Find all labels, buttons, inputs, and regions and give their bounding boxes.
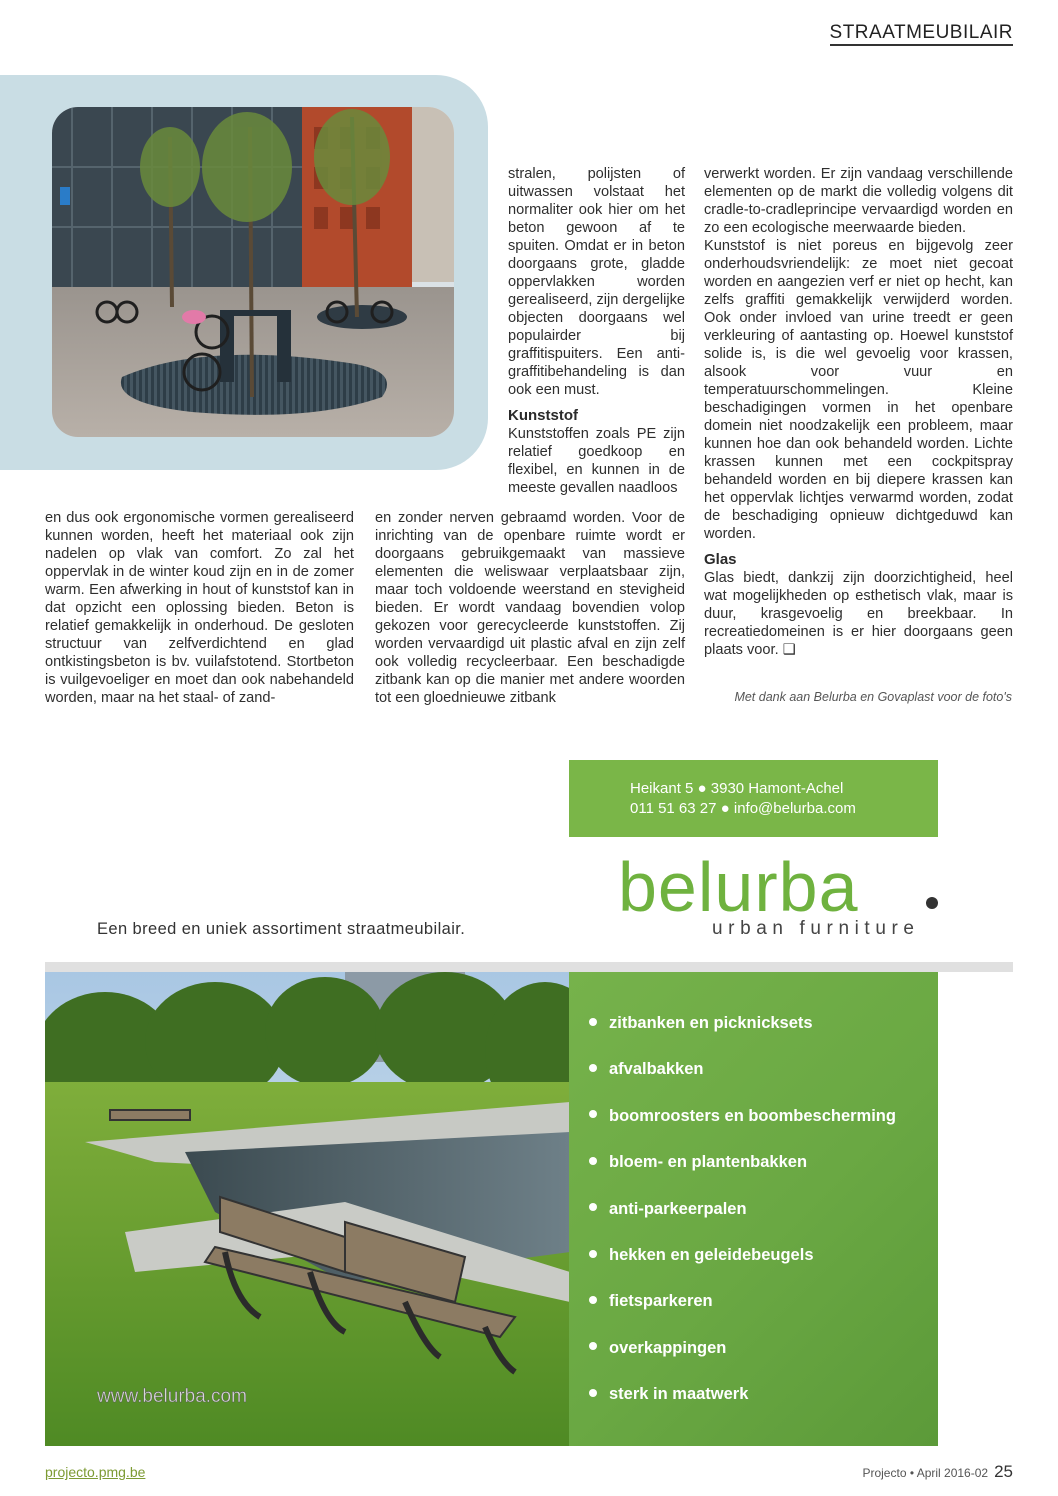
product-list-item — [589, 1144, 896, 1190]
bullet-icon — [589, 1157, 597, 1165]
product-list-item — [589, 1051, 896, 1097]
article-paragraph: verwerkt worden. Er zijn vandaag verschillende elementen op de markt die volledig volgens dit cradle-to-cradleprincipe vervaardigd worden en zo een ecologische meerwaarde bieden. — [704, 166, 1013, 236]
article-column-3 — [704, 165, 1013, 659]
product-list-item — [589, 1283, 896, 1329]
subheading-kunststof: Kunststof — [508, 407, 578, 424]
product-list-label: anti-parkeerpalen — [609, 1199, 747, 1218]
logo-dot — [926, 897, 938, 909]
article-paragraph: stralen, polijsten of uitwassen volstaat het normaliter ook hier om het beton gewoon af te spuiten. Omdat er in beton doorgaans grote, gladde oppervlakken worden gerealiseerd, zijn dergelijke objecten doorgaans wel populairder bij graffitispuiters. Een anti-graffitibehandeling is dan ook een must. — [508, 166, 685, 398]
bullet-icon — [589, 1203, 597, 1211]
article-paragraph: Kunststoffen zoals PE zijn relatief goedkoop en flexibel, en kunnen in de meeste gevallen naadloos — [508, 426, 685, 496]
bullet-icon — [589, 1342, 597, 1350]
bullet-icon — [589, 1250, 597, 1258]
product-list-item — [589, 1330, 896, 1376]
ad-phone-email: 011 51 63 27 ● info@belurba.com — [630, 800, 856, 817]
article-paragraph: en dus ook ergonomische vormen gerealiseerd kunnen worden, heeft het materiaal ook zijn nadelen op vlak van comfort. Zo zal het oppervlak in de winter koud zijn en in de zomer warm. Een afwerking in hout of kunststof kan in dat opzicht een oplossing bieden. Beton is relatief gemakkelijk in onderhoud. De gesloten structuur van zelfverdichtend en glad ontkistingsbeton is bv. vuilafstotend. Stortbeton is vuilgevoeliger en moet dan ook nabehandeld worden, maar na het staal- of zand- — [45, 510, 354, 706]
product-list-label: fietsparkeren — [609, 1292, 713, 1311]
ad-divider-bar — [45, 962, 1013, 972]
ad-website: www.belurba.com — [97, 1386, 247, 1407]
product-list-label: bloem- en plantenbakken — [609, 1153, 808, 1172]
ad-tagline: Een breed en uniek assortiment straatmeubilair. — [97, 920, 466, 938]
photo-illustration — [52, 107, 454, 437]
section-title: STRAATMEUBILAIR — [830, 22, 1013, 46]
product-list-item — [589, 1376, 896, 1422]
bullet-icon — [589, 1389, 597, 1397]
product-list-label: zitbanken en picknicksets — [609, 1014, 813, 1032]
bullet-icon — [589, 1064, 597, 1072]
end-mark-icon: ❑ — [782, 642, 796, 658]
article-column-2 — [375, 509, 685, 707]
footer-issue — [862, 1462, 1013, 1482]
product-list-label: hekken en geleidebeugels — [609, 1245, 814, 1264]
product-list-item — [589, 1237, 896, 1283]
product-list — [589, 1005, 896, 1423]
product-list-label: sterk in maatwerk — [609, 1385, 749, 1404]
product-list-label: afvalbakken — [609, 1060, 704, 1079]
logo-subtitle: urban furniture — [712, 918, 920, 939]
ad-contact-box — [569, 760, 938, 837]
article-paragraph: Kunststof is niet poreus en bijgevolg zeer onderhoudsvriendelijk: ze moet niet gecoat worden en aangezien verf er niet op hecht, kan zelfs graffiti gemakkelijk verwijderd worden. Ook onder invloed van urine treedt er geen verkleuring of aantasting op. Hoewel kunststof solide is, is die wel gevoelig voor krassen, alsook voor vuur en temperatuurschommelingen. Kleine beschadigingen vormen in het openbare domein niet noodzakelijk een probleem, maar kunnen hoe dan ook behandeld worden. Lichte krassen kunnen met een cockpitspray behandeld worden en bij diepere krassen kan het oppervlak lichtjes verwarmd worden, zodat de beschadiging opnieuw dichtgeduwd kan worden. — [704, 238, 1013, 542]
subheading-glas: Glas — [704, 551, 737, 568]
footer-url[interactable]: projecto.pmg.be — [45, 1464, 146, 1480]
photo-credit: Met dank aan Belurba en Govaplast voor de foto's — [734, 690, 1012, 704]
article-paragraph: en zonder nerven gebraamd worden. Voor de inrichting van de openbare ruimte wordt er doorgaans gebruikgemaakt van massieve elementen die weliswaar verplaatsbaar zijn, maar toch voldoende weerstand en stevigheid bieden. Er wordt vandaag bovendien volop gekozen voor gerecycleerde kunststoffen. Zij worden vervaardigd uit plastic afval en zijn zelf ook volledig recycleerbaar. Een beschadigde zitbank kan op die manier met andere woorden tot een gloednieuwe zitbank — [375, 510, 685, 706]
product-list-item — [589, 1191, 896, 1237]
street-tree-grate-photo — [52, 107, 454, 437]
bullet-icon — [589, 1018, 597, 1026]
page-number: 25 — [994, 1462, 1013, 1481]
article-column-1 — [45, 509, 354, 707]
product-list-item — [589, 1098, 896, 1144]
bullet-icon — [589, 1296, 597, 1304]
bullet-icon — [589, 1110, 597, 1118]
article-paragraph — [704, 569, 1013, 659]
park-bench-photo — [45, 972, 570, 1446]
product-list-item — [589, 1005, 896, 1051]
ad-product-list — [569, 972, 938, 1446]
issue-label: Projecto • April 2016-02 — [862, 1466, 989, 1480]
product-list-label: overkappingen — [609, 1338, 727, 1357]
article-column-top — [508, 165, 685, 497]
belurba-logo: belurba — [618, 848, 859, 926]
product-list-label: boomroosters en boombescherming — [609, 1106, 896, 1125]
ad-address: Heikant 5 ● 3930 Hamont-Achel — [630, 780, 844, 797]
bench-illustration — [45, 972, 570, 1446]
glas-text: Glas biedt, dankzij zijn doorzichtigheid, heel wat mogelijkheden op esthetisch vlak, maar is duur, krasgevoelig en breekbaar. In recreatiedomeinen is er hier doorgaans geen plaats voor. — [704, 570, 1013, 658]
